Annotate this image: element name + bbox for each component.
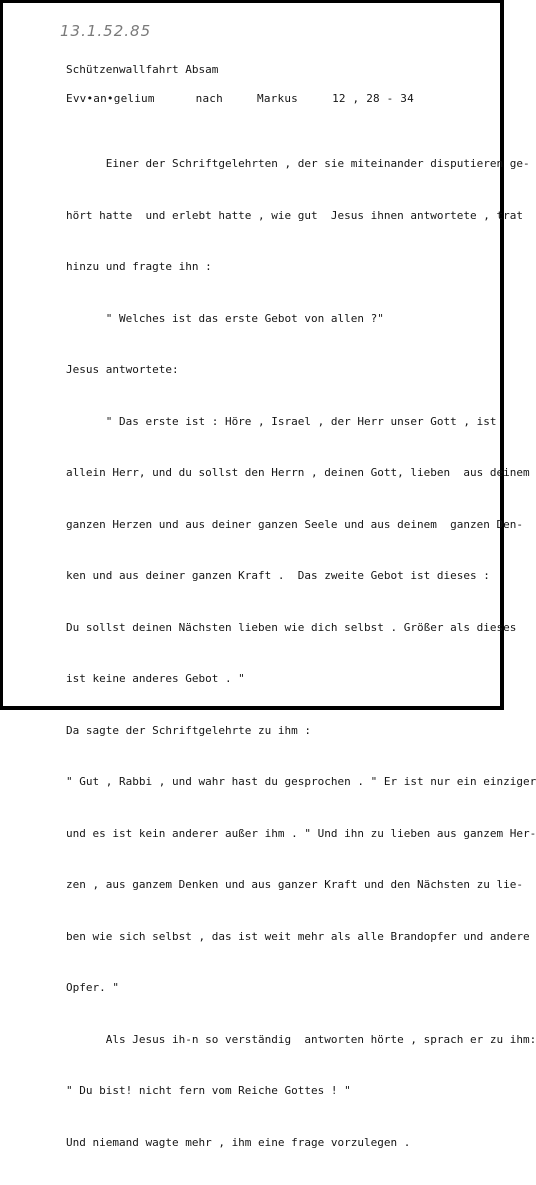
text-line: Als Jesus ih-n so verständig antworten hörte , sprach er zu ihm: (66, 1032, 536, 1046)
handwritten-date: 13.1.52.85 (60, 22, 152, 40)
gospel-title: Evv•an•gelium nach Markus 12 , 28 - 34 (66, 92, 414, 105)
text-line: hört hatte und erlebt hatte , wie gut Jesus ihnen antwortete , trat (66, 208, 523, 222)
scan-border-left (0, 0, 3, 710)
document-heading: Schützenwallfahrt Absam (66, 63, 219, 76)
text-line: ist keine anderes Gebot . " (66, 672, 245, 685)
text-line: " Du bist! nicht fern vom Reiche Gottes ! " (66, 1084, 351, 1097)
text-line: hinzu und fragte ihn : (66, 260, 212, 273)
text-line: Du sollst deinen Nächsten lieben wie dich selbst . Größer als dieses (66, 620, 517, 634)
text-line: Da sagte der Schriftgelehrte zu ihm : (66, 723, 312, 737)
gospel-text (66, 121, 536, 1185)
text-line: Opfer. " (66, 981, 119, 994)
text-line: Jesus antwortete: (66, 363, 179, 376)
text-line: Einer der Schriftgelehrten , der sie miteinander disputieren ge- (66, 157, 530, 170)
text-line: " Das erste ist : Höre , Israel , der Herr unser Gott , ist (66, 414, 497, 428)
scan-border-top (0, 0, 504, 3)
text-line: " Welches ist das erste Gebot von allen ?" (66, 311, 384, 325)
text-line: zen , aus ganzem Denken und aus ganzer Kraft und den Nächsten zu lie- (66, 878, 523, 891)
text-line: allein Herr, und du sollst den Herrn , deinen Gott, lieben aus deinem (66, 466, 530, 479)
text-line: Und niemand wagte mehr , ihm eine frage vorzulegen . (66, 1135, 411, 1149)
text-line: ganzen Herzen und aus deiner ganzen Seele und aus deinem ganzen Den- (66, 517, 523, 531)
text-line: ken und aus deiner ganzen Kraft . Das zweite Gebot ist dieses : (66, 569, 490, 582)
text-line: " Gut , Rabbi , und wahr hast du gesprochen . " Er ist nur ein einziger (66, 775, 536, 788)
text-line: ben wie sich selbst , das ist weit mehr als alle Brandopfer und andere (66, 929, 530, 943)
text-line: und es ist kein anderer außer ihm . " Und ihn zu lieben aus ganzem Her- (66, 826, 536, 840)
